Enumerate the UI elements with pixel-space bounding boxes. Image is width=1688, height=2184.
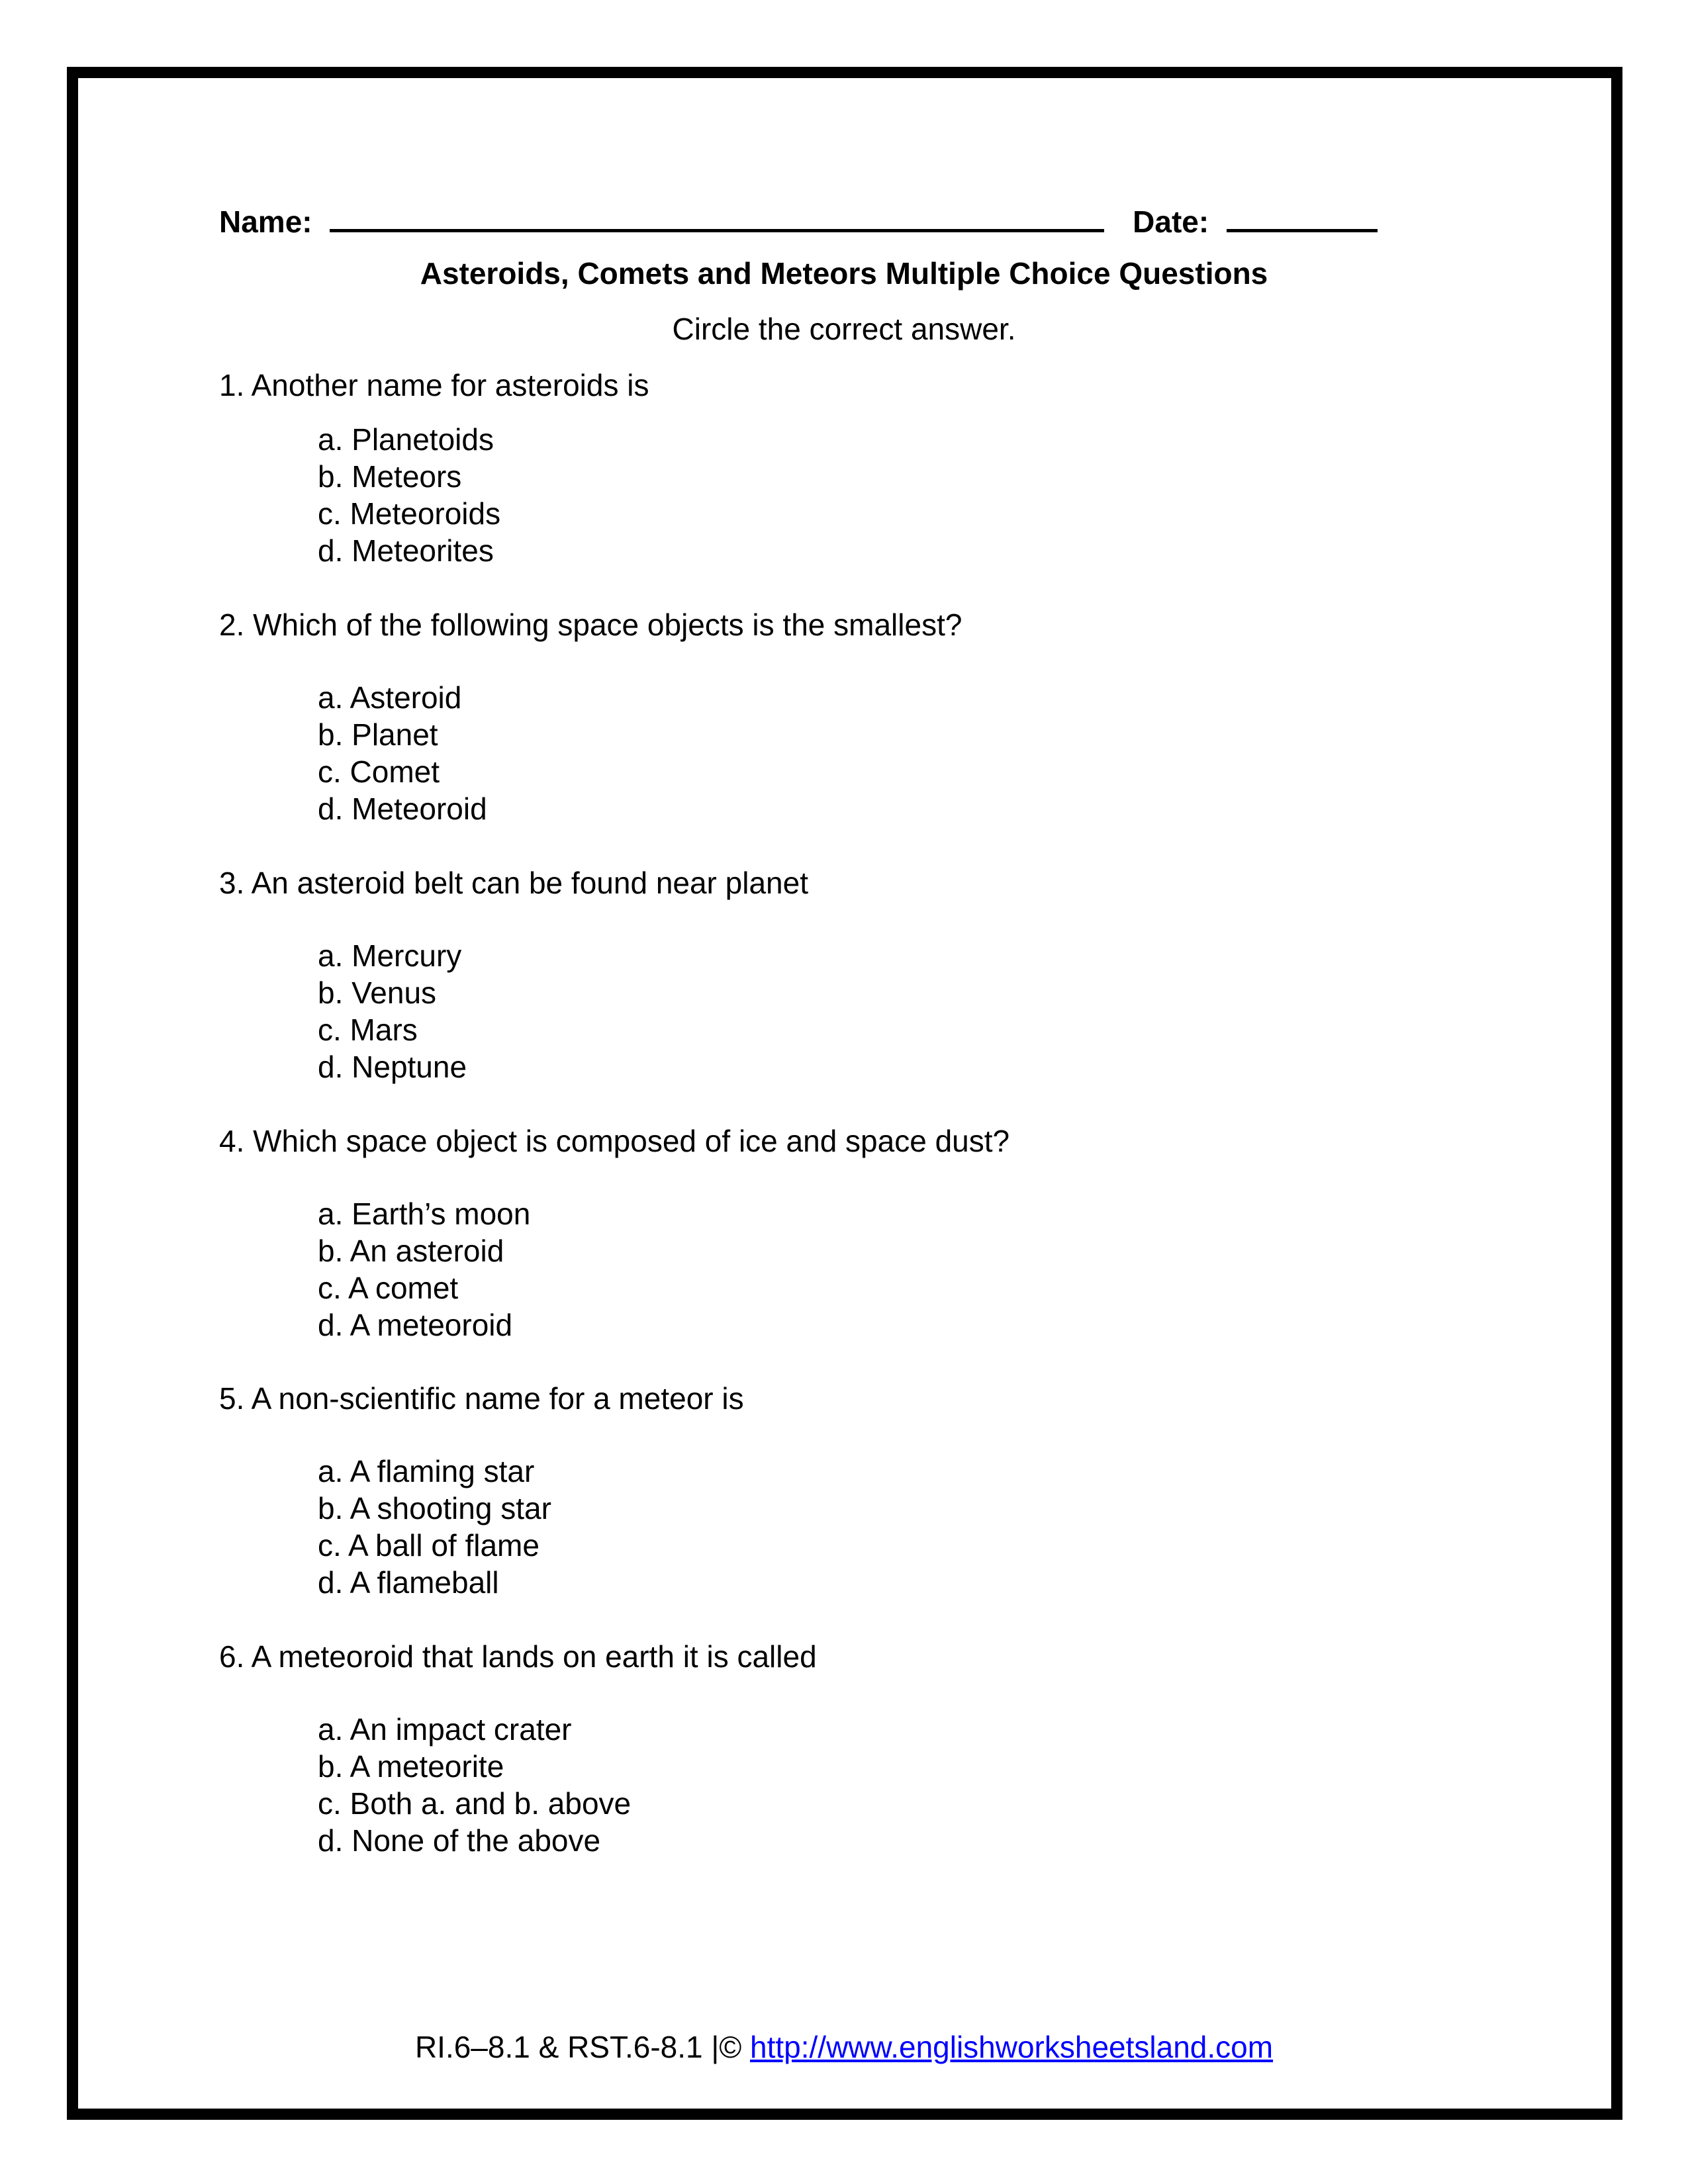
question-4: [219, 1124, 1010, 1342]
answer-option[interactable]: d. A meteoroid: [318, 1308, 513, 1342]
answer-option[interactable]: a. Mercury: [318, 938, 462, 973]
question-text: 1. Another name for asteroids is: [219, 368, 649, 402]
question-text: 4. Which space object is composed of ice and space dust?: [219, 1124, 1010, 1158]
answer-option[interactable]: c. A ball of flame: [318, 1528, 539, 1563]
answer-option[interactable]: b. Meteors: [318, 459, 462, 494]
answer-option[interactable]: d. A flameball: [318, 1565, 499, 1600]
answer-options: [318, 940, 467, 1089]
answer-option[interactable]: a. Asteroid: [318, 680, 462, 715]
answer-option[interactable]: c. Both a. and b. above: [318, 1786, 632, 1821]
answer-option[interactable]: b. An asteroid: [318, 1234, 504, 1268]
question-3: [219, 866, 808, 1084]
question-6: [219, 1639, 817, 1858]
answer-option[interactable]: d. Meteorites: [318, 533, 494, 568]
footer-link[interactable]: http://www.englishworksheetsland.com: [750, 2030, 1274, 2064]
name-blank[interactable]: [330, 203, 1104, 232]
footer: [0, 2032, 1688, 2062]
name-label: Name:: [219, 205, 312, 239]
question-5: [219, 1381, 744, 1600]
answer-option[interactable]: a. An impact crater: [318, 1712, 572, 1747]
answer-options: [318, 1456, 551, 1604]
answer-option[interactable]: b. A meteorite: [318, 1749, 504, 1784]
answer-options: [318, 1714, 631, 1862]
answer-options: [318, 424, 500, 572]
answer-option[interactable]: c. Meteoroids: [318, 496, 501, 531]
instructions: Circle the correct answer.: [672, 312, 1016, 346]
answer-option[interactable]: c. A comet: [318, 1271, 459, 1305]
answer-option[interactable]: a. Earth’s moon: [318, 1197, 531, 1231]
date-blank[interactable]: [1227, 203, 1378, 232]
question-text: 2. Which of the following space objects is the smallest?: [219, 608, 962, 642]
footer-standards: RI.6–8.1 & RST.6-8.1 |©: [414, 2030, 751, 2064]
answer-option[interactable]: b. A shooting star: [318, 1491, 551, 1525]
question-text: 6. A meteoroid that lands on earth it is called: [219, 1639, 817, 1674]
answer-option[interactable]: c. Mars: [318, 1013, 418, 1047]
answer-option[interactable]: c. Comet: [318, 754, 440, 789]
answer-options: [318, 682, 487, 831]
answer-options: [318, 1199, 530, 1347]
name-date-line: [219, 203, 1378, 237]
answer-option[interactable]: a. A flaming star: [318, 1454, 535, 1488]
question-1: [219, 368, 649, 568]
answer-option[interactable]: d. Neptune: [318, 1050, 467, 1084]
question-text: 5. A non-scientific name for a meteor is: [219, 1381, 744, 1416]
worksheet-title: Asteroids, Comets and Meteors Multiple Choice Questions: [420, 256, 1268, 291]
answer-option[interactable]: a. Planetoids: [318, 422, 494, 457]
date-label: Date:: [1133, 205, 1209, 239]
question-2: [219, 608, 962, 826]
answer-option[interactable]: b. Venus: [318, 976, 437, 1010]
answer-option[interactable]: b. Planet: [318, 717, 438, 752]
answer-option[interactable]: d. Meteoroid: [318, 792, 487, 826]
answer-option[interactable]: d. None of the above: [318, 1823, 601, 1858]
question-text: 3. An asteroid belt can be found near planet: [219, 866, 808, 900]
